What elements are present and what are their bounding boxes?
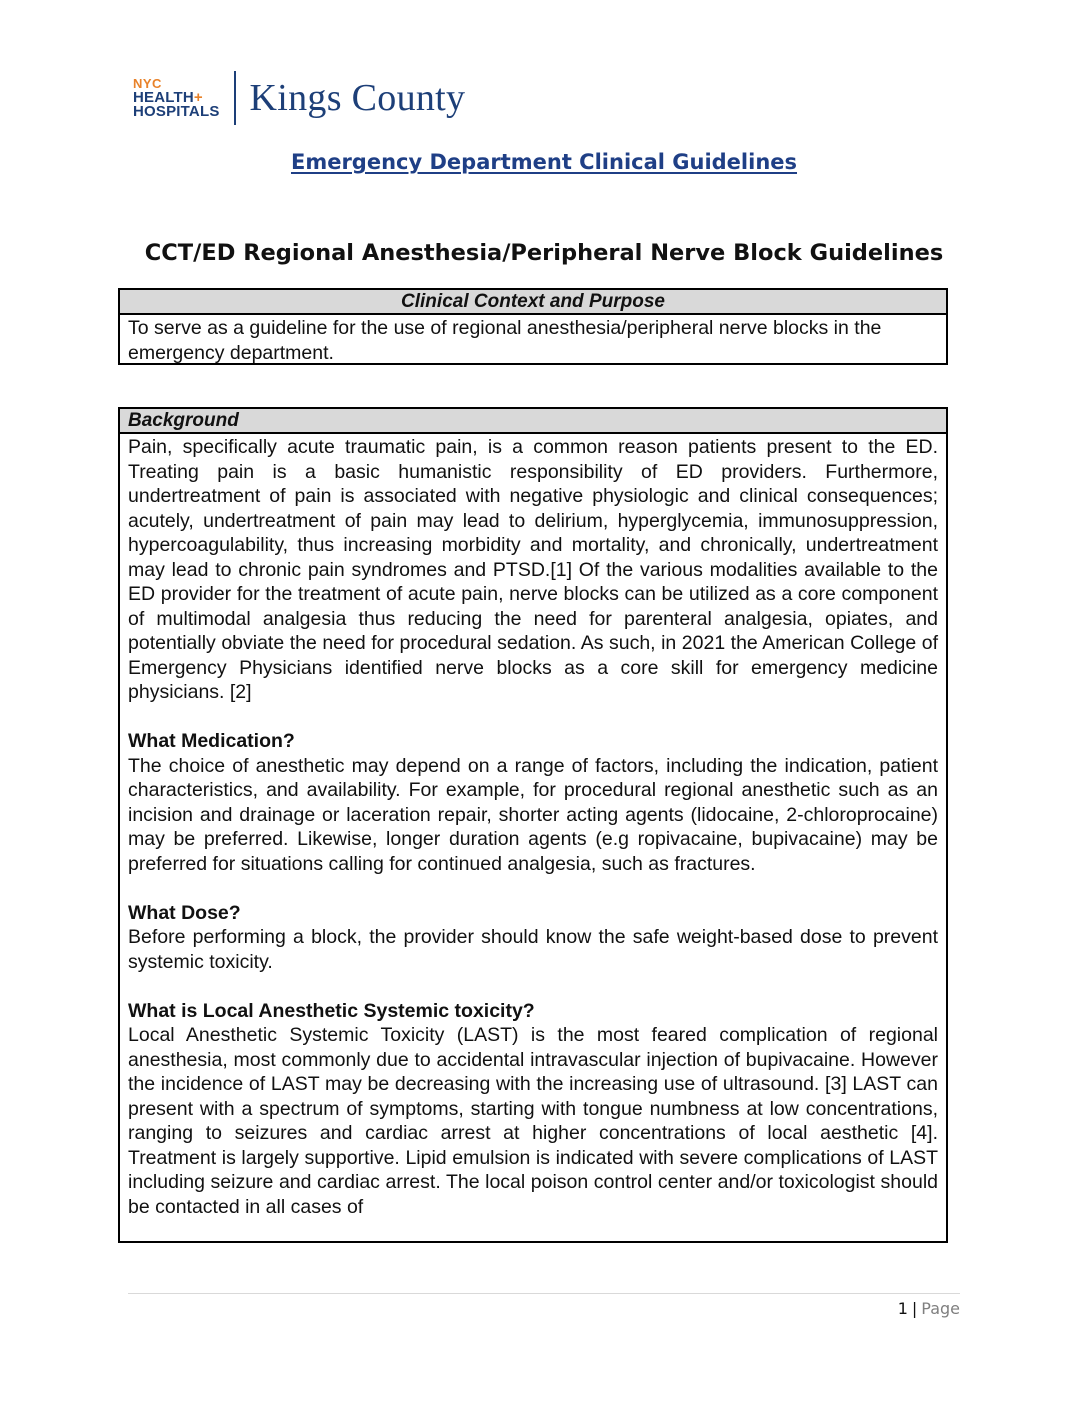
clinical-context-body: To serve as a guideline for the use of regional anesthesia/peripheral nerve blocks in the emergency department. — [128, 317, 882, 364]
logo-nyc: NYC — [133, 76, 162, 91]
logo-hospitals: HOSPITALS — [133, 103, 220, 120]
background-header: Background — [120, 409, 946, 434]
page-label: Page — [921, 1299, 960, 1318]
logo-wordmark — [133, 77, 220, 119]
toxicity-text: Local Anesthetic Systemic Toxicity (LAST) is the most feared complication of regional anesthesia, most commonly due to accidental intravascular injection of bupivacaine. However the incidence of LAST may be decreasing with the increasing use of ultrasound. [3] LAST can present with a spectrum of symptoms, starting with tongue numbness at low concentrations, ranging to seizures and cardiac arrest at higher concentrations of local aesthetic [4]. Treatment is largely supportive. Lipid emulsion is indicated with severe complications of LAST including seizure and cardiac arrest. The local poison control center and/or toxicologist should be contacted in all cases of — [128, 1024, 938, 1218]
page-footer — [898, 1299, 960, 1318]
document-title: CCT/ED Regional Anesthesia/Peripheral Nerve Block Guidelines — [144, 240, 944, 266]
logo-plus: + — [193, 89, 203, 106]
toxicity-heading: What is Local Anesthetic Systemic toxicity? — [128, 999, 535, 1022]
background-box — [118, 407, 948, 1243]
clinical-context-box — [118, 288, 948, 365]
background-body — [120, 434, 946, 1221]
hospital-logo — [133, 68, 465, 128]
clinical-context-header: Clinical Context and Purpose — [120, 290, 946, 315]
logo-location: Kings County — [249, 77, 466, 119]
dose-heading: What Dose? — [128, 901, 241, 924]
background-intro: Pain, specifically acute traumatic pain, is a common reason patients present to the ED. Treating pain is a basic humanistic responsibility of ED providers. Furthermore, undertreatment of pain is associated with negative physiologic and clinical consequences; acutely, undertreatment of pain may lead to delirium, hyperglycemia, immunosuppression, hypercoagulability, thus increasing morbidity and mortality, and chronically, undertreatment may lead to chronic pain syndromes and PTSD.[1] Of the various modalities available to the ED provider for the treatment of acute pain, nerve blocks can be utilized as a core component of multimodal analgesia thus reducing the need for parenteral analgesia, opiates, and potentially obviate the need for procedural sedation. As such, in 2021 the American College of Emergency Physicians identified nerve blocks as a core skill for emergency medicine physicians. [2] — [128, 436, 938, 703]
logo-health-text: HEALTH — [133, 89, 194, 106]
department-title: Emergency Department Clinical Guidelines — [290, 150, 798, 174]
page-number: 1 — [897, 1299, 908, 1318]
dose-text: Before performing a block, the provider should know the safe weight-based dose to prevent systemic toxicity. — [128, 926, 938, 973]
logo-divider — [234, 71, 236, 125]
medication-text: The choice of anesthetic may depend on a range of factors, including the indication, patient characteristics, and availability. For example, for procedural regional anesthetic such as an incision and drainage or laceration repair, shorter acting agents (lidocaine, 2-chloroprocaine) may be preferred. Likewise, longer duration agents (e.g ropivacaine, bupivacaine) may be preferred for situations calling for continued analgesia, such as fractures. — [128, 754, 938, 875]
footer-separator: | — [911, 1299, 918, 1318]
footer-divider — [128, 1293, 960, 1294]
medication-heading: What Medication? — [128, 730, 295, 752]
